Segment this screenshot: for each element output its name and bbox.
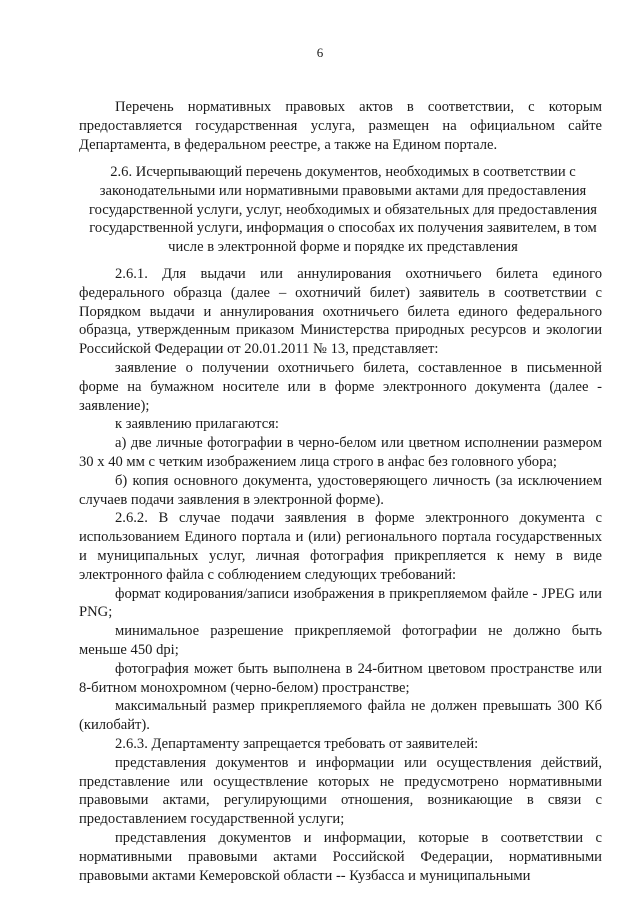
prohibition-2: представления документов и информации, которые в соответствии с нормативными правовыми актами Российской Федерации, нормативными правовыми актами Кемеровской области -- Кузбасса и муниципальными (79, 829, 602, 884)
prohibition-1: представления документов и информации или осуществления действий, представление или осуществление которых не предусмотрено нормативными правовыми актами, регулирующими отношения, возникающие в связи с предоставлением государственной услуги; (79, 754, 602, 828)
item-b: б) копия основного документа, удостоверяющего личность (за исключением случаев подачи заявления в электронной форме). (79, 472, 602, 508)
req-format: формат кодирования/записи изображения в прикрепляемом файле - JPEG или PNG; (79, 585, 602, 621)
paragraph-2-6-1: 2.6.1. Для выдачи или аннулирования охотничьего билета единого федерального образца (далее – охотничий билет) заявитель в соответствии с Порядком выдачи и аннулирования охотничьего билета единого федерального образца, утвержденным приказом Министерства природных ресурсов и экологии Российской Федерации от 20.01.2011 № 13, представляет: (79, 266, 602, 358)
req-resolution: минимальное разрешение прикрепляемой фотографии не должно быть меньше 450 dpi; (79, 623, 602, 658)
page-number: 6 (316, 45, 324, 60)
req-color: фотография может быть выполнена в 24-битном цветовом пространстве или 8-битном монохромном (черно-белом) пространстве; (79, 660, 602, 696)
intro-block (0, 98, 640, 154)
section-heading-block (0, 163, 640, 257)
paragraph-2-6-2: 2.6.2. В случае подачи заявления в форме электронного документа с использованием Единого портала и (или) регионального портала государственных и муниципальных услуг, личная фотография прикрепляется к нему в виде электронного файла с соблюдением следующих требований: (79, 510, 602, 583)
body-block (0, 265, 640, 885)
paragraph-application: заявление о получении охотничьего билета, составленное в письменной форме на бумажном носителе или в форме электронного документа (далее - заявление); (79, 359, 602, 414)
req-size: максимальный размер прикрепляемого файла не должен превышать 300 Кб (килобайт). (79, 698, 602, 734)
paragraph-attached: к заявлению прилагаются: (115, 416, 279, 433)
intro-paragraph: Перечень нормативных правовых актов в соответствии, с которым предоставляется государственная услуга, размещен на официальном сайте Департамента, в федеральном реестре, а также на Едином портале. (79, 99, 602, 153)
item-a: а) две личные фотографии в черно-белом или цветном исполнении размером 30 х 40 мм с четким изображением лица строго в анфас без головного убора; (79, 435, 602, 470)
section-heading: 2.6. Исчерпывающий перечень документов, необходимых в соответствии с законодательными или нормативными правовыми актами для предоставления государственной услуги, услуг, необходимых и обязательных для предоставления государственной услуги, информация о способах их получения заявителем, в том числе в электронной форме и порядке их представления (89, 164, 597, 256)
paragraph-2-6-3: 2.6.3. Департаменту запрещается требовать от заявителей: (115, 735, 479, 752)
